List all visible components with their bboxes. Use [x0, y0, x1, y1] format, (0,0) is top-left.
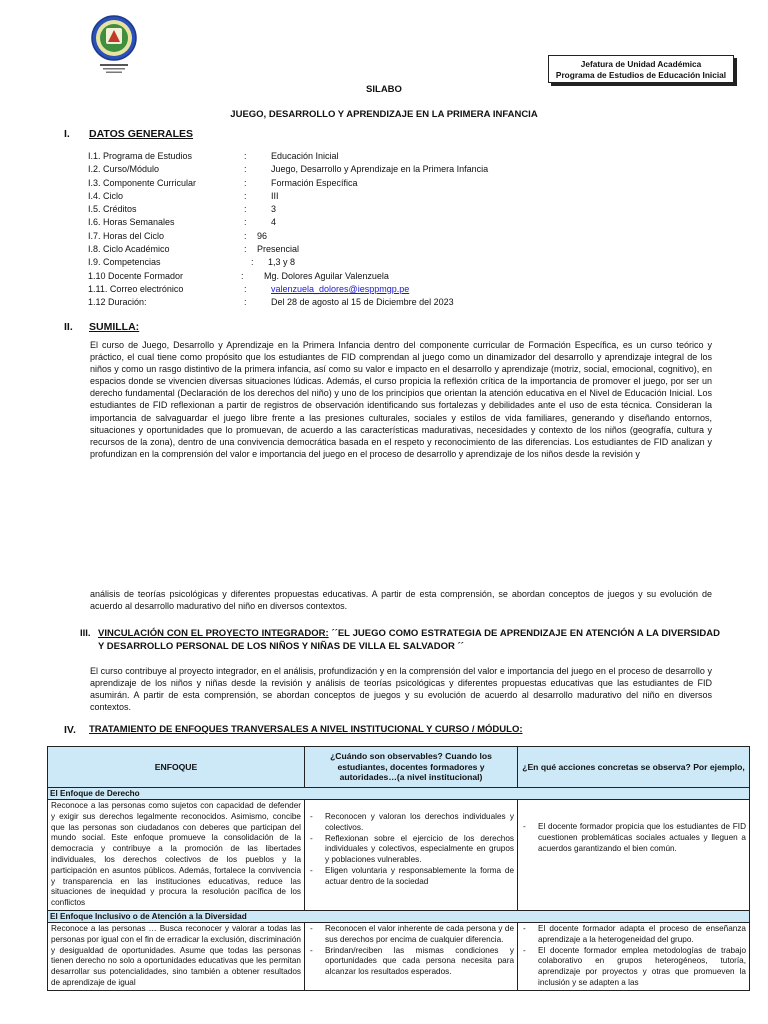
table-row	[48, 922, 750, 990]
header-enfoque: ENFOQUE	[48, 747, 305, 788]
list-item: - Brindan/reciben las mismas condiciones y oportunidades que cada persona necesita para alcanzar los resultados esperados.	[308, 946, 514, 978]
data-colon: :	[241, 270, 244, 281]
section-title: DATOS GENERALES	[89, 128, 194, 140]
data-key: I.4. Ciclo	[88, 190, 124, 201]
data-colon: :	[244, 177, 247, 188]
data-value: Del 28 de agosto al 15 de Diciembre del 2023	[271, 297, 454, 308]
data-value: Presencial	[257, 244, 300, 255]
section-number: I.	[64, 128, 70, 140]
data-key: I.6. Horas Semanales	[88, 217, 175, 228]
data-colon: :	[244, 190, 247, 201]
data-colon: :	[244, 283, 247, 294]
data-value: Educación Inicial	[271, 151, 339, 161]
data-row	[88, 178, 648, 191]
data-colon: :	[244, 151, 247, 161]
data-row	[88, 164, 648, 177]
data-row	[88, 297, 648, 310]
data-colon: :	[244, 204, 247, 215]
data-colon: :	[244, 217, 247, 228]
data-key: I.1. Programa de Estudios	[88, 151, 193, 161]
data-value: 1,3 y 8	[268, 257, 296, 268]
list-item: - El docente formador emplea metodologías de trabajo colaborativo en grupos heterogéneos, tutoría, aprendizaje por proyectos y otras que promueven la inclusión y se adapten a las	[521, 946, 746, 989]
table-band-row	[48, 910, 750, 922]
data-colon: :	[244, 244, 247, 255]
list-item: - Eligen voluntaria y responsablemente la forma de actuar dentro de la sociedad	[308, 866, 514, 888]
enfoques-table	[47, 746, 750, 991]
department-header-box	[548, 55, 734, 83]
data-key: I.5. Créditos	[88, 204, 137, 215]
course-title: JUEGO, DESARROLLO Y APRENDIZAJE EN LA PRIMERA INFANCIA	[230, 109, 538, 120]
section-number: II.	[64, 321, 73, 333]
acciones-cell	[518, 800, 750, 911]
data-value: Formación Específica	[271, 177, 358, 188]
data-key: 1.12 Duración:	[88, 297, 147, 308]
data-key: 1.10 Docente Formador	[88, 270, 184, 281]
header-acciones: ¿En qué acciones concretas se observa? Por ejemplo,	[518, 747, 750, 788]
data-row	[88, 284, 648, 297]
table-row	[48, 800, 750, 911]
data-value: 96	[257, 230, 268, 241]
sumilla-paragraph-continued: análisis de teorías psicológicas y diferentes propuestas educativas. A partir de esta comprensión, se abordan conceptos de juegos y su evolución de acuerdo al desarrollo madurativo del niño en diversos contextos.	[90, 589, 712, 612]
data-row	[88, 204, 648, 217]
data-value: Mg. Dolores Aguilar Valenzuela	[264, 270, 389, 281]
data-row	[88, 257, 648, 270]
data-colon: :	[244, 230, 247, 241]
data-key: I.2. Curso/Módulo	[88, 164, 160, 175]
enfoque-name: El Enfoque Inclusivo o de Atención a la Diversidad	[48, 910, 750, 922]
data-row	[88, 231, 648, 244]
data-row	[88, 151, 648, 164]
section-heading-datos-generales	[64, 128, 664, 142]
department-name: Jefatura de Unidad Académica	[580, 59, 702, 69]
list-item: - Reconocen el valor inherente de cada persona y de sus derechos por encima de cualquier diferencia.	[308, 924, 514, 946]
section-title: TRATAMIENTO DE ENFOQUES TRANVERSALES A NIVEL INSTITUCIONAL Y CURSO / MÓDULO:	[89, 724, 523, 735]
data-value: 3	[271, 204, 277, 215]
sumilla-paragraph: El curso de Juego, Desarrollo y Aprendizaje en la Primera Infancia dentro del componente curricular de Formación Específica, es un curso teórico y práctico, el cual tiene como propósito que los estudiantes de FID comprendan al juego como un dinamizador del desarrollo y aprendizaje integral de los niños y como un rasgo distintivo de la primera infancia, así como su valor e impacto en el desarrollo y aprendizaje (motriz, social, emocional, cognitivo), en espacios donde se vivencien diversas situaciones lúdicas. Además, el curso propicia la reflexión crítica de la importancia de promover el juego, por ser un derecho fundamental (Declaración de los derechos del niño) y uno de los principios que orientan la atención educativa en el Nivel de Educación Inicial. Los estudiantes de FID reflexionan a partir de registros de observación identificando sus fortalezas y debilidades ante el uso de esta técnica. Consideran la importancia de salvaguardar el juego libre frente a las presiones culturales, sociales y estilos de vida familiares, generando y diseñando entornos, situaciones y oportunidades que lo promuevan, de acuerdo a las características madurativas, necesidades y contexto de los niños (geografía, cultura y recursos de la zona), dentro de una convivencia democrática basada en el respeto y reconocimiento de las diferencias. Los estudiantes de FID analizan y profundizan en la comprensión del valor e importancia del juego en el proceso de desarrollo y aprendizaje de los niños desde la revisión y	[90, 340, 712, 459]
data-colon: :	[244, 164, 247, 175]
enfoque-description: Reconoce a las personas como sujetos con capacidad de defender y exigir sus derechos legalmente reconocidos. Asimismo, concibe que las personas son ciudadanos con deberes que participan del mundo social. Este enfoque promueve la consolidación de la democracia y contribuye a la promoción de las libertades individuales, los derechos colectivos de los pueblos y la participación en asuntos públicos. Además, fortalece la convivencia y transparencia en las instituciones educativas, reduce las situaciones de inequidad y procura la resolución pacífica de los conflictos	[48, 800, 305, 911]
data-value: III	[271, 190, 279, 201]
data-key: I.9. Competencias	[88, 257, 161, 268]
data-key: 1.11. Correo electrónico	[88, 283, 184, 294]
section-heading-sumilla	[64, 321, 664, 335]
data-colon: :	[251, 257, 254, 268]
section-title: VINCULACIÓN CON EL PROYECTO INTEGRADOR:	[98, 628, 329, 639]
email-link[interactable]: valenzuela_dolores@iesppmgp.pe	[271, 283, 410, 294]
data-value: 4	[271, 217, 277, 228]
data-row	[88, 191, 648, 204]
enfoque-description: Reconoce a las personas … Busca reconocer y valorar a todas las personas por igual con el fin de erradicar la exclusión, discriminación y desigualdad de oportunidades. Asume que todas las personas tienen derecho no solo a oportunidades educativas que les permitan desarrollar sus potencialidades, sino también a obtener resultados de aprendizaje de igual	[48, 922, 305, 990]
data-key: I.3. Componente Curricular	[88, 177, 197, 188]
observables-cell	[305, 800, 518, 911]
list-item: - El docente formador propicia que los estudiantes de FID cuestionen problemáticas sociales actuales y lleguen a acuerdos garantizando el bien común.	[521, 822, 746, 854]
list-item: - Reconocen y valoran los derechos individuales y colectivos.	[308, 812, 514, 834]
section-title: SUMILLA:	[89, 321, 140, 333]
header-observables: ¿Cuándo son observables? Cuando los estudiantes, docentes formadores y autoridades…(a nivel institucional)	[305, 747, 518, 788]
section-heading-vinculacion	[80, 627, 720, 653]
section-number: III.	[80, 628, 91, 639]
data-colon: :	[244, 297, 247, 308]
section-number: IV.	[64, 724, 76, 736]
data-row	[88, 217, 648, 230]
data-key: I.8. Ciclo Académico	[88, 244, 170, 255]
observables-cell	[305, 922, 518, 990]
data-value: Juego, Desarrollo y Aprendizaje en la Primera Infancia	[271, 164, 489, 175]
list-item: - Reflexionan sobre el ejercicio de los derechos individuales y colectivos, especialmente en grupos y poblaciones vulnerables.	[308, 834, 514, 866]
vinculacion-paragraph: El curso contribuye al proyecto integrador, en el análisis, profundización y en la comprensión del valor e importancia del juego en el proceso de desarrollo y aprendizaje de los niños y niñas desde la revisión y análisis de teorías psicológicas y diferentes propuestas educativas que las estudiantes de FID asumirán. A partir de esta comprensión, se abordan conceptos de juegos y su evolución de acuerdo al desarrollo madurativo del niño en diversos contextos.	[90, 666, 712, 713]
acciones-cell	[518, 922, 750, 990]
institution-seal-logo	[88, 14, 140, 76]
program-name: Programa de Estudios de Educación Inicial	[555, 70, 727, 80]
data-row	[88, 271, 648, 284]
general-data-list	[88, 151, 648, 311]
list-item: - El docente formador adapta el proceso de enseñanza aprendizaje a la heterogeneidad del grupo.	[521, 924, 746, 946]
document-label: SILABO	[366, 84, 402, 95]
enfoque-name: El Enfoque de Derecho	[48, 788, 750, 800]
table-header-row	[48, 747, 750, 788]
table-band-row	[48, 788, 750, 800]
data-key: I.7. Horas del Ciclo	[88, 230, 165, 241]
project-title: ´´EL JUEGO COMO ESTRATEGIA DE APRENDIZAJE EN ATENCIÓN A LA DIVERSIDAD Y DESARROLLO PERSONAL DE LOS NIÑOS Y NIÑAS DE VILLA EL SALVADOR ´´	[98, 628, 720, 652]
data-row	[88, 244, 648, 257]
section-heading-enfoques	[64, 724, 704, 738]
